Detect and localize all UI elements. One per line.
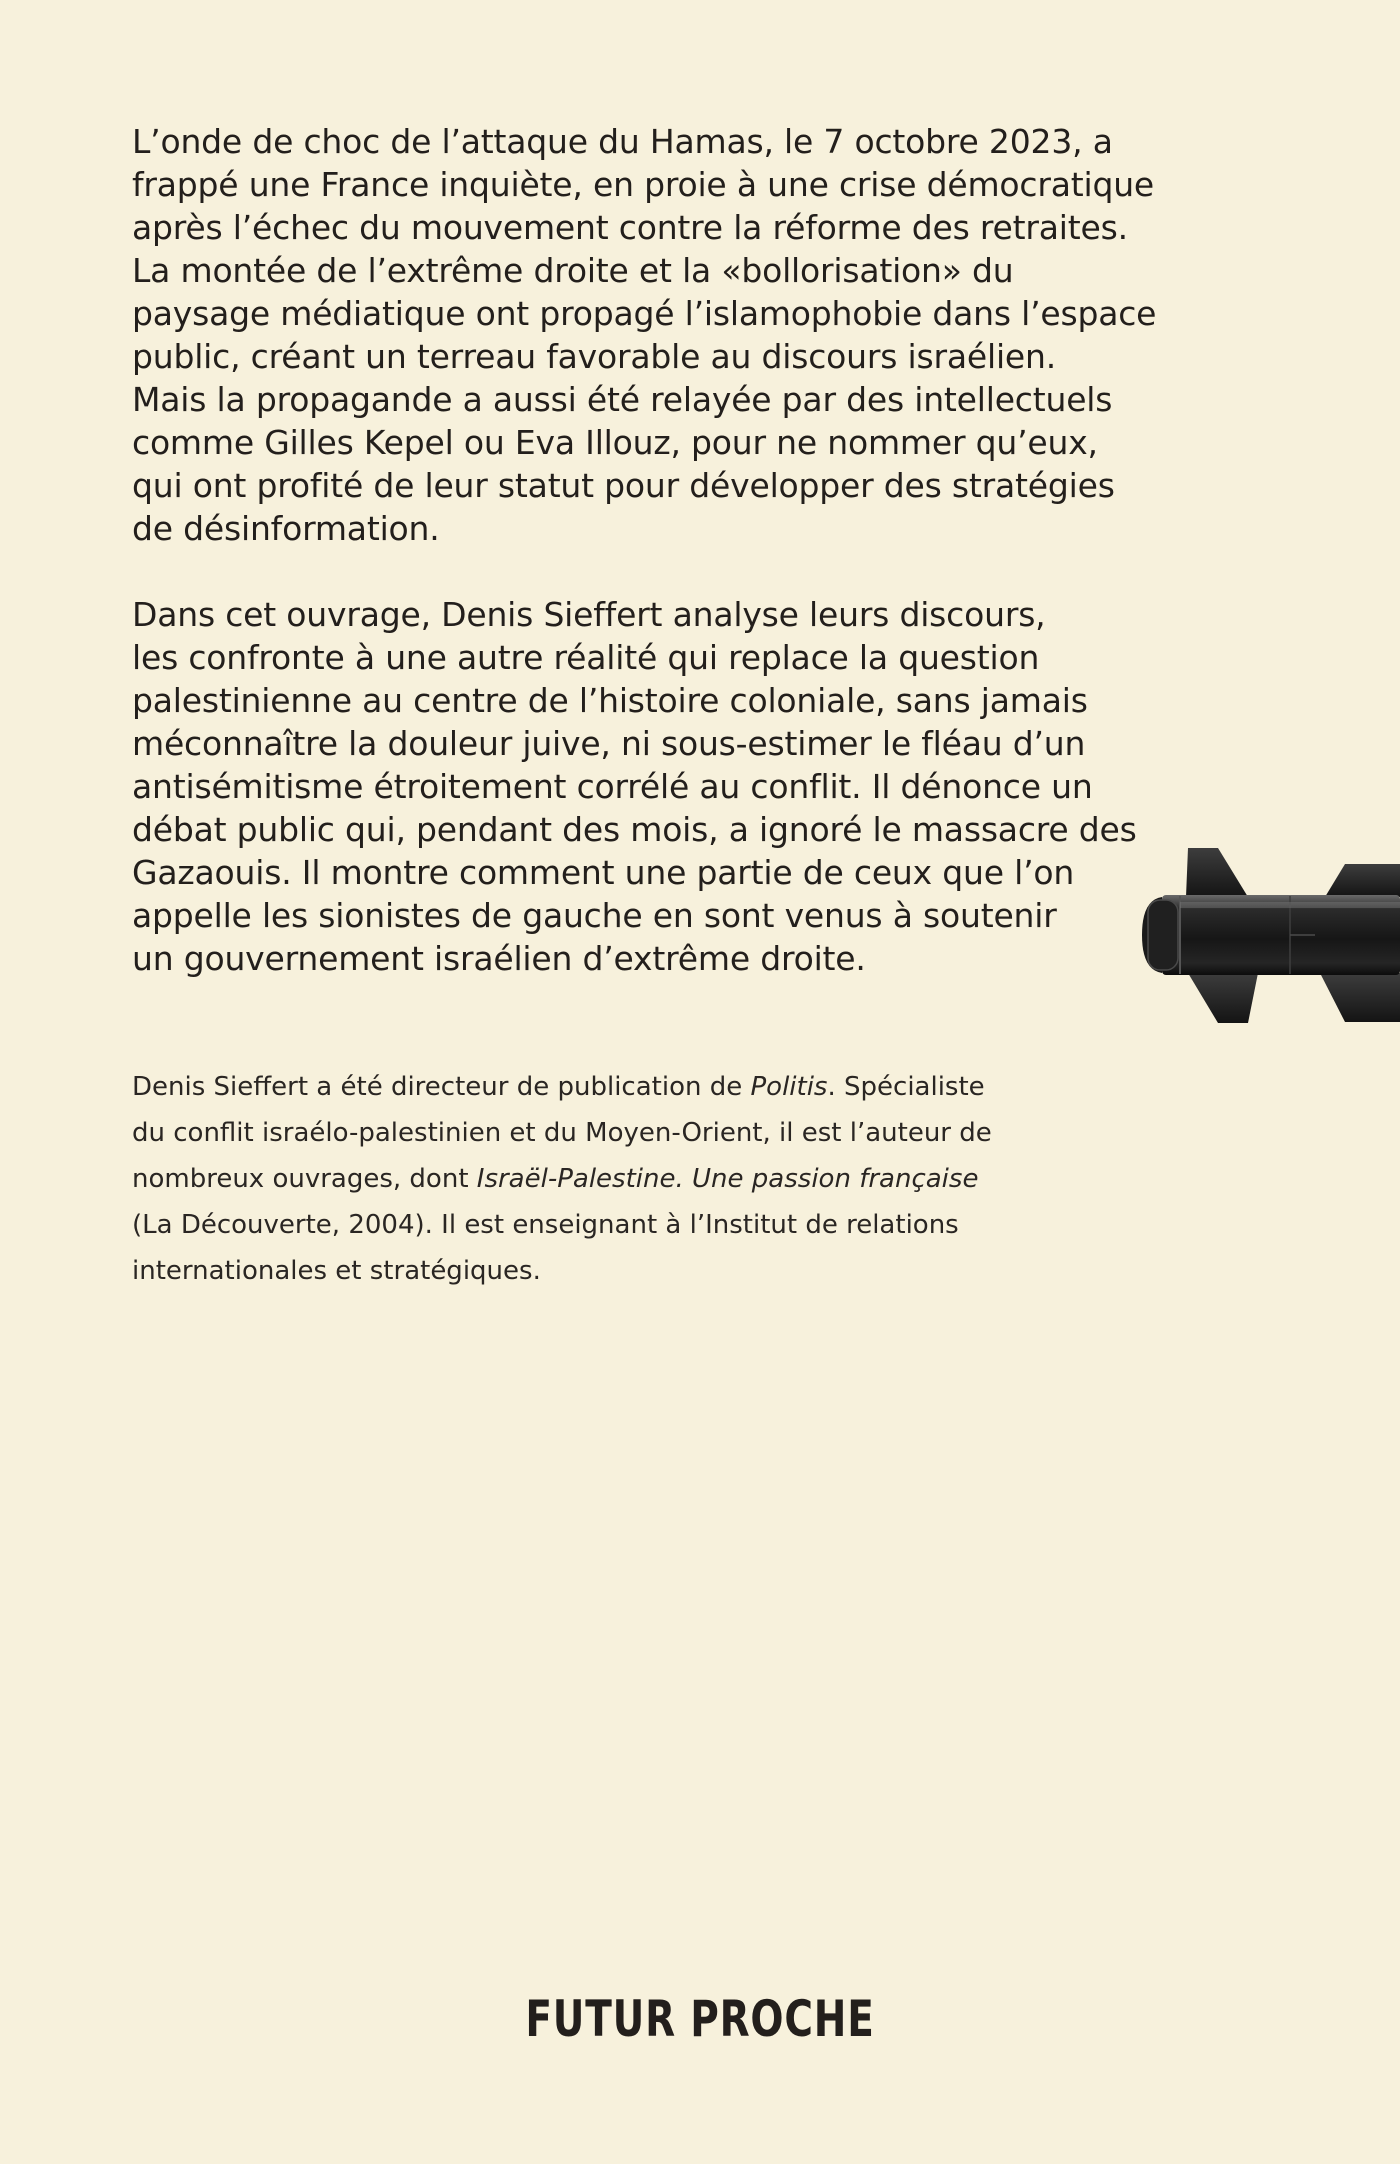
bio-text: nombreux ouvrages, dont <box>132 1164 477 1194</box>
bio-line-5: internationales et stratégiques. <box>132 1256 541 1286</box>
back-cover-blurb <box>132 120 1157 980</box>
blurb-line: Gazaouis. Il montre comment une partie de ceux que l’on <box>132 853 1075 892</box>
blurb-line: méconnaître la douleur juive, ni sous-estimer le fléau d’un <box>132 724 1086 763</box>
bio-text: Denis Sieffert a été directeur de publication de <box>132 1072 751 1102</box>
bio-line-1 <box>132 1064 1092 1110</box>
blurb-line: un gouvernement israélien d’extrême droite. <box>132 939 866 978</box>
blurb-line: La montée de l’extrême droite et la «bollorisation» du <box>132 251 1014 290</box>
blurb-paragraph-1 <box>132 120 1157 550</box>
bio-italic-book-title: Israël-Palestine. Une passion française <box>476 1164 979 1194</box>
blurb-line: les confronte à une autre réalité qui replace la question <box>132 638 1040 677</box>
missile-image <box>1140 840 1400 1030</box>
blurb-line: comme Gilles Kepel ou Eva Illouz, pour ne nommer qu’eux, <box>132 423 1098 462</box>
blurb-line: public, créant un terreau favorable au discours israélien. <box>132 337 1057 376</box>
blurb-line: paysage médiatique ont propagé l’islamophobie dans l’espace <box>132 294 1157 333</box>
blurb-line: frappé une France inquiète, en proie à une crise démocratique <box>132 165 1155 204</box>
blurb-line: débat public qui, pendant des mois, a ignoré le massacre des <box>132 810 1137 849</box>
blurb-line: qui ont profité de leur statut pour développer des stratégies <box>132 466 1115 505</box>
blurb-line: Dans cet ouvrage, Denis Sieffert analyse leurs discours, <box>132 595 1046 634</box>
blurb-line: appelle les sionistes de gauche en sont venus à soutenir <box>132 896 1057 935</box>
bio-line-4: (La Découverte, 2004). Il est enseignant à l’Institut de relations <box>132 1210 959 1240</box>
bio-line-2: du conflit israélo-palestinien et du Moyen-Orient, il est l’auteur de <box>132 1118 992 1148</box>
blurb-line: Mais la propagande a aussi été relayée par des intellectuels <box>132 380 1113 419</box>
blurb-line: palestinienne au centre de l’histoire coloniale, sans jamais <box>132 681 1088 720</box>
blurb-line: après l’échec du mouvement contre la réforme des retraites. <box>132 208 1128 247</box>
bio-line-3 <box>132 1156 1092 1202</box>
blurb-line: de désinformation. <box>132 509 440 548</box>
bio-italic-publication: Politis <box>750 1072 828 1102</box>
blurb-line: L’onde de choc de l’attaque du Hamas, le 7 octobre 2023, a <box>132 122 1113 161</box>
publisher-logo: FUTUR PROCHE <box>525 1990 875 2048</box>
bio-text: . Spécialiste <box>827 1072 985 1102</box>
author-bio <box>132 1064 1092 1294</box>
blurb-paragraph-2 <box>132 593 1137 980</box>
blurb-line: antisémitisme étroitement corrélé au conflit. Il dénonce un <box>132 767 1093 806</box>
